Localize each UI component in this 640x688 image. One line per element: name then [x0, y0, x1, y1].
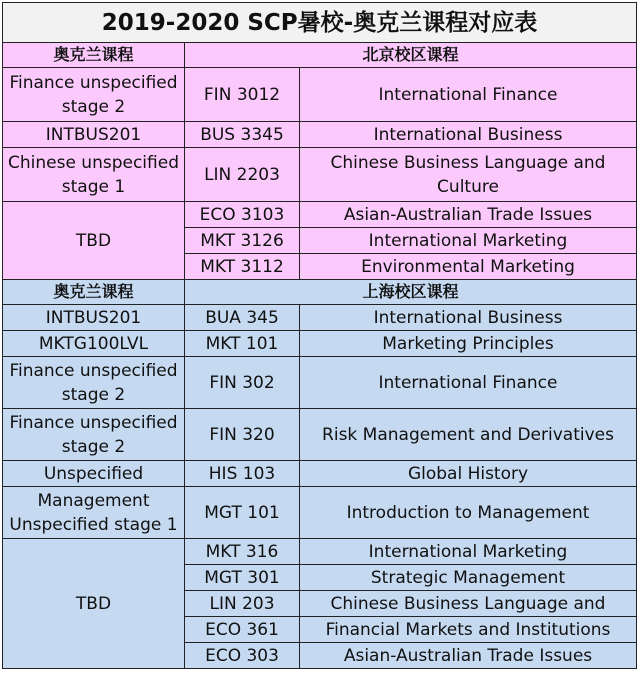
course-code-cell: ECO 361 [185, 617, 300, 643]
auckland-course-cell: Chinese unspecified stage 1 [3, 148, 185, 202]
auckland-course-cell: MKTG100LVL [3, 331, 185, 357]
auckland-course-cell: Management Unspecified stage 1 [3, 487, 185, 539]
course-name-cell: International Finance [300, 68, 637, 122]
shanghai-header-row [3, 280, 637, 305]
course-code-cell: FIN 3012 [185, 68, 300, 122]
course-code-cell: HIS 103 [185, 461, 300, 487]
auckland-course-cell: Finance unspecified stage 2 [3, 68, 185, 122]
course-name-cell: International Business [300, 305, 637, 331]
course-code-cell: ECO 3103 [185, 202, 300, 228]
beijing-header-row [3, 43, 637, 68]
table-row [3, 487, 637, 539]
auckland-course-cell: TBD [3, 539, 185, 669]
beijing-header-auckland: 奥克兰课程 [3, 43, 185, 68]
course-code-cell: LIN 2203 [185, 148, 300, 202]
course-name-cell: Chinese Business Language and [300, 591, 637, 617]
beijing-header-campus: 北京校区课程 [185, 43, 637, 68]
shanghai-header-campus: 上海校区课程 [185, 280, 637, 305]
course-name-cell: Asian-Australian Trade Issues [300, 202, 637, 228]
course-name-cell: International Finance [300, 357, 637, 409]
course-code-cell: FIN 302 [185, 357, 300, 409]
table-row [3, 68, 637, 122]
course-code-cell: FIN 320 [185, 409, 300, 461]
table-row [3, 331, 637, 357]
course-mapping-table [2, 2, 637, 669]
auckland-course-cell: Finance unspecified stage 2 [3, 409, 185, 461]
course-name-cell: Financial Markets and Institutions [300, 617, 637, 643]
shanghai-header-auckland: 奥克兰课程 [3, 280, 185, 305]
course-code-cell: MKT 316 [185, 539, 300, 565]
table-row [3, 148, 637, 202]
course-code-cell: MKT 3112 [185, 254, 300, 280]
course-name-cell: Risk Management and Derivatives [300, 409, 637, 461]
course-name-cell: Chinese Business Language and Culture [300, 148, 637, 202]
auckland-course-cell: TBD [3, 202, 185, 280]
table-row [3, 202, 637, 228]
course-code-cell: MKT 3126 [185, 228, 300, 254]
course-name-cell: International Business [300, 122, 637, 148]
course-name-cell: Global History [300, 461, 637, 487]
table-title: 2019-2020 SCP暑校-奥克兰课程对应表 [3, 3, 637, 43]
course-code-cell: MGT 301 [185, 565, 300, 591]
course-code-cell: MKT 101 [185, 331, 300, 357]
course-code-cell: BUA 345 [185, 305, 300, 331]
course-name-cell: International Marketing [300, 228, 637, 254]
course-name-cell: Environmental Marketing [300, 254, 637, 280]
table-row [3, 409, 637, 461]
table-row [3, 305, 637, 331]
auckland-course-cell: Finance unspecified stage 2 [3, 357, 185, 409]
auckland-course-cell: INTBUS201 [3, 305, 185, 331]
table-row [3, 357, 637, 409]
course-code-cell: LIN 203 [185, 591, 300, 617]
course-code-cell: ECO 303 [185, 643, 300, 669]
table-row [3, 539, 637, 565]
course-name-cell: Introduction to Management [300, 487, 637, 539]
course-name-cell: Asian-Australian Trade Issues [300, 643, 637, 669]
course-name-cell: International Marketing [300, 539, 637, 565]
auckland-course-cell: Unspecified [3, 461, 185, 487]
table-row [3, 122, 637, 148]
table-row [3, 461, 637, 487]
course-name-cell: Marketing Principles [300, 331, 637, 357]
course-name-cell: Strategic Management [300, 565, 637, 591]
auckland-course-cell: INTBUS201 [3, 122, 185, 148]
course-code-cell: MGT 101 [185, 487, 300, 539]
course-code-cell: BUS 3345 [185, 122, 300, 148]
